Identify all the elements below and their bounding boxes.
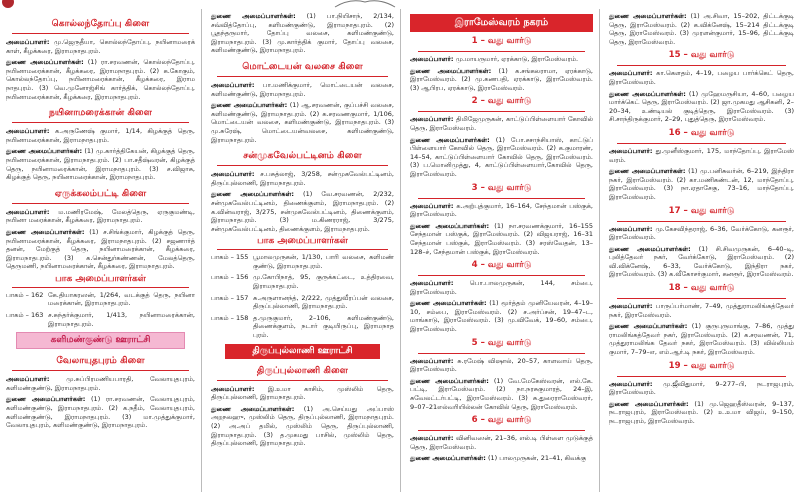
organizer-entry: அமைப்பாளர்: கா.கௌதம், 4–19, பழைய பார்க்கெட் தெரு, இராமேஸ்வரம்.: [609, 69, 794, 86]
section-heading: ஏருக்கலம்பட்டி கிளை: [12, 185, 189, 204]
organizer-entry: அமைப்பாளர்: ச.பசுத்லாஜ், 3/258, சன்முகவேல்பட்டினம், திருப்புல்லாணி, இராமநாதபுரம்.: [211, 170, 394, 187]
organizer-entry: அமைப்பாளர்: பா.மணிக்குமார், மொட்டையன் வலசை, களிமண்குண்டு, இராமநாதபுரம்.: [211, 80, 394, 98]
ward-heading: 15 – வது வார்டு: [668, 50, 735, 61]
ward-heading: 17 – வது வார்டு: [668, 205, 735, 216]
organizer-entry: அமைப்பாளர்: ம.மணிரமேஷ், மேலத்தெரு, ஏருகுமண்டி, நயினா மரைக்கான், கீழக்கரை, இராமநாதபுரம்.: [6, 207, 195, 225]
ward-heading: 1 – வது வார்டு: [471, 36, 532, 46]
column-2: [205, 9, 401, 492]
section-heading: சன்முகவேல்பட்டினம் கிளை: [217, 147, 388, 166]
column-1: [0, 9, 202, 492]
panchayat-heading: களிமண்குண்டு ஊராட்சி: [16, 332, 185, 349]
deputy-organizers-entry: துணை அமைப்பாளர்கள்: (1) ரா.சரவணன், கொல்லந்தோப்பு, நயினாமரைக்கான், கீழக்கரை, இராமநாதபுரம். (2) க.கோகும், கொல்லந்தோப்பு, நயினாமரைக்கான், கீழக்கரை, இராம நாதபுரம். (3) வெ.முனோஜ்சிங் கார்த்திக், கொல்லந்தோப்பு, நயினாமரைக்கான், கீழக்கரை, இராமநாதபுரம்.: [6, 58, 195, 101]
booth-organizers-heading: பாக அமைப்பாளர்கள்: [217, 236, 388, 250]
deputy-organizers-entry: துணை அமைப்பாளர்கள்: (1) க.சங்கலராமா, ஏரக்காடு, இராமேஸ்வரம். (2) மு.கணபதி, ஏரக்காடு, இராமேஸ்வரம். (3) ஆபிரப, ஏரக்காடு, இராமேஸ்வரம்.: [410, 66, 593, 92]
section-heading: திருப்புல்லாணி கிளை: [217, 362, 388, 381]
column-4: [603, 9, 800, 492]
deputy-organizers-entry: துணை அமைப்பாளர்கள்: (1) வே.மேகேஸ்வரன், எல்.கே. பட்டி, இராமேஸ்வரம். (2) நா.நரசுகுமாரத், 24–இ, சுவேலட்டர்பட்டி, இராமேஸ்வரம். (3) சு.துரைராமேஸ்வரர், 9–07–21எல்வரியில்லன் கோவில் தெரு, இராமேஸ்வரம்.: [410, 376, 593, 411]
masthead-ornament-icon: [330, 0, 400, 8]
deputy-organizers-entry: துணை அமைப்பாளர்கள்: (1) சி.சிவமுருகன், 6–40–டி, புலித்தேவர் நகர், வேர்க்கோடு, இராமேஸ்வரம். (2) வி.விக்னேஷ், 6–33, வேர்க்கோடு, இந்திரா நகர், இராமேஸ்வரம். (3) க.வீகோசர்குமார், கனரூர், இராமேஸ்வரம்.: [609, 244, 794, 279]
column-3: [404, 9, 600, 492]
organizer-entry: அமைப்பாளர்: வினிவஸன், 21–36, எல்.டி பிள்ளை முடுக்குத் தெரு, இராமேஸ்வரம்.: [410, 434, 593, 451]
deputy-organizers-entry: துணை அமைப்பாளர்கள்: (1) மூர்த்தம் முனியேவரன், 4–19–10, சம்பை, இராமேஸ்வரம். (2) ச.அர்ப்சன், 19–47–ட, மாங்காடு, இராமேஸ்வரம். (3) மு.விவேக், 19–60, சம்பை, இராமேஸ்வரம்.: [410, 299, 593, 334]
organizer-entry: அமைப்பாளர்: மு.சுப்பிரமணியபாரதி, வேலாயுதபுரம், களிமண்குண்டு, இராமநாதபுரம்.: [6, 375, 195, 392]
section-heading: மொட்டையன் வலசை கிளை: [217, 58, 388, 77]
booth-organizers-heading: பாக அமைப்பாளர்கள்: [12, 274, 189, 288]
deputy-organizers-entry: துணை அமைப்பாளர்கள்: (1) பா.நியிசாந், 2/134, சவ்வித்தோப்பு, களிமண்குண்டு, இராமநாதபுரம். (2) பூதந்தருமார், தோப்பு வலசை, களிமண்குண்டு, இராமநாதபுரம். (3) மு.கார்த்திக் குமார், தோப்பு வலசை, களிமண்குண்டு, இராமநாதபுரம்.: [211, 12, 394, 55]
deputy-organizers-entry: துணை அமைப்பாளர்கள்: (1) நா.சரவணக்குமார், 16–155 சேந்தமான் பஸ்குக், இராமேஸ்வரம். (2) விஜயராஜ், 16–31 சேந்தமான் பஸ்குக், இராமேஸ்வரம். (3) சரஸ்வேதன், 13–128–ச், சேந்தமான் பஸ்குக், இராமேஸ்வரம்.: [410, 221, 593, 256]
organizer-entry: அமைப்பாளர்: மு.ஜீவிதுமார், 9–277–பி, நடராஜபுரம், இராமேஸ்வரம்.: [609, 379, 794, 397]
ward-heading: 6 – வது வார்டு: [471, 415, 532, 426]
section-heading: நயினாமரைக்கான் கிளை: [12, 104, 189, 123]
ward-heading: 5 – வது வார்டு: [471, 337, 532, 348]
organizer-entry: அமைப்பாளர்: மு.கேசவிந்தராஜ், 6–36, வேர்க்கோடு, கனரூர், இராமேஸ்வரம்.: [609, 224, 794, 242]
panchayat-heading: திருப்புல்லாணி ஊராட்சி: [225, 344, 380, 359]
party-logo-icon: [2, 0, 14, 8]
deputy-organizers-entry: துணை அமைப்பாளர்கள்: (1) மு.ஜெஹதீஸ்வரன், 9–137, நடராஜபுரம், இராமேஸ்வரம். (2) உ.உமா விஜய், 9–150, நடராஜபுரம், இராமேஸ்வரம்.: [609, 399, 794, 425]
section-heading: வேலாயுதபுரம் கிளை: [12, 352, 189, 371]
deputy-organizers-entry: துணை அமைப்பாளர்கள்: (1) ரா.சரவணன், வேலாயுதபுரம், களிமண்குண்டு, இராமநாதபுரம். (2) க.நதீம், வேலாயுதபுரம், களிமண்குண்டு, இராமநாதபுரம். (3) மா.முத்துக்குமார், வேலாயுதபுரம், களிமண்குண்டு, இராமநாதபுரம்.: [6, 395, 195, 430]
deputy-organizers-entry: துணை அமைப்பாளர்கள்: (1) ஆ.சரவணன், குப்பச்சி வலசை, களிமண்குண்டு, இராமநாதபுரம். (2) க.சரவணகுமார், 1/106, மொட்டையன் வலசை, களிமண்குண்டு, இராமநாதபுரம். (3) மு.சுரேஷ், மொட்டையன்வலசை, களிமண்குண்டு, இராமநாதபுரம்.: [211, 101, 394, 144]
ward-heading: 18 – வது வார்டு: [668, 283, 735, 294]
section-heading: கொல்லந்தோப்பு கிளை: [12, 15, 189, 34]
deputy-organizers-entry: துணை அமைப்பாளர்கள்: (1) குருபுருமாங்கு, 7–86, முத்து ராமலிங்கத்தேவர் நகர், இராமேஸ்வரம். (2) க.சரவணன், 71, முத்துராமலிங்க தேவர் நகர், இராமேஸ்வரம். (3) வில்லியம் குமார், 7–79–எ, எம்.ஆர்.டி நகர், இராமேஸ்வரம்.: [609, 322, 794, 357]
deputy-organizers-entry: துணை அமைப்பாளர்கள்: (1) அ.சிவா, 15–202, திட்டக்குடி தெரு, இராமேஸ்வரம். (2) க.விக்னேஷ், 15–214 திட்டக்குடி தெரு, இராமேஸ்வரம். (3) முரளன்குமார், 15–96, திட்டக்குடி தெரு, இராமேஸ்வரம்.: [609, 12, 794, 46]
ward-heading: 16 – வது வார்டு: [668, 127, 735, 138]
organizer-entry: அமைப்பாளர்: க.அற்புத்குமார், 16–164, சேந்தமான் பஸ்குக், இராமேஸ்வரம்.: [410, 201, 593, 219]
deputy-organizers-entry: துணை அமைப்பாளர்கள்: (1) மு.கார்த்திகேயன், கிழக்குத் தெரு, நயினாமரைக்கான், இராமநாதபுரம். (2) பா.சதீஷ்வரன், கிழக்குத் தெரு, நயினாமரைக்கான், இராமநாதபுரம். (3) ச.விஜாசு, கிழக்குத் தெரு, நயினாமரைக்கான், இராமநாதபுரம்.: [6, 147, 195, 182]
deputy-organizers-entry: துணை அமைப்பாளர்கள்: (1) மு.பனிசுவர்ன், 6–219, இந்திரா நகர், இராமேஸ்வரம். (2) கா.மணிகண்டன், 12, மாந்தோப்பு, இராமேஸ்வரம். (3) நா.ஏதாசேகு, 73–16, மாந்தோப்பு, இராமேஸ்வரம்.: [609, 167, 794, 201]
organizer-entry: அமைப்பாளர்: பொ.பாலமுருகன், 144, சம்பை, இராமேஸ்வரம்.: [410, 279, 593, 296]
deputy-organizers-entry: துணை அமைப்பாளர்கள்: (1) அ.செய்யது அப்பாஸ் அறநலஹு, முஸ்லிம் தெரு, திருப்புல்லாணி, இராமநாதபுரம். (2) அ.அப் தமில், முஸ்லிம் தெரு, திருப்புல்லாணி, இராமநாதபுரம். (3) த.முகமது பாசில், முஸ்லிம் தெரு, திருப்புல்லாணி, இராமநாதபுரம்.: [211, 404, 394, 448]
deputy-organizers-entry: துணை அமைப்பாளர்கள்: (1) முஹேமருசியா, 4–60, பழைய மார்க்கெட் தெரு, இராமேஸ்வரம். (2) ஜா.முகமது ஆசிகனி, 2–20–34, உண்டியல் குடித்தெரு, இராமேஸ்வரம். (3) சி.சாந்திருக்குமார், 2–29, புதுத்தெரு, இராமேஸ்வரம்.: [609, 89, 794, 124]
booth-entry: பாகம் – 158 த.முருகுமார், 2–106, களிமண்குண்டு, திணைக்குளம், நடார் குடியிருப்பு, இராமநாத புரம்.: [211, 313, 394, 340]
ward-heading: 3 – வது வார்டு: [471, 182, 532, 193]
town-banner: இராமேஸ்வரம் நகரம்: [410, 14, 593, 32]
booth-entry: பாகம் – 163 ச.சுந்தர்க்குமார், 1/413, நயினாமரைக்கான், இராமநாதபுரம்.: [6, 311, 195, 328]
organizer-entry: அமைப்பாளர்: மு.ஜெருதீயா, கொல்லந்தோப்பு, நயினாமரைக் காள், கீழக்கரை, இராமநாதபுரம்.: [6, 38, 195, 55]
deputy-organizers-entry: துணை அமைப்பாளர்கள்: (1) ச.சிங்க்குமார், கிழக்குத் தெரு, நயினாமரைக்கான், கீழக்கரை, இராமநாதபுரம். (2) சஜணார்த் தனன், மேற்குத் தெரு, நயினாமரைக்கான், கீழக்கரை, இராமநாதபுரம். (3) க.சென்துர்கண்ணன், மேலத்தெரு, தெருமணி, நயினாமரைக்கான், கீழக்கரை, இராமநாதபுரம்.: [6, 227, 195, 271]
ward-heading: 2 – வது வார்டு: [471, 96, 532, 107]
deputy-organizers-entry: துணை அமைப்பாளர்கள்: (1) போ.சசாந்சியாஸ், காட்டுப் பிள்ளையார் கோவில் தெரு, இராமேஸ்வரம். (2) க.குமாரண், 14–54, காட்டுப்பிள்ளையார் கோவில் தெரு, இராமேஸ்வரம். (3) ப.மொனிமுத்து, 4, காட்டுப்பிள்ளையார்,கோவில் தெரு, இராமேஸ்வரம்.: [410, 135, 593, 178]
ward-heading: 19 – வது வார்டு: [668, 360, 735, 371]
booth-entry: பாகம் – 162 கே.தியாகரஸன், 1/264, வடக்குத் தெரு, நயினா மரைக்கான், இராமநாதபுரம்.: [6, 290, 195, 308]
deputy-organizers-entry: துணை அமைப்பாளர்கள்: (1) பாலமுருகன், 21–41, கிவக்கு: [410, 454, 587, 463]
deputy-organizers-entry: துணை அமைப்பாளர்கள்: (1) வே.சரவணன், 2/232, சன்முகவேல்பட்டினம், திணைக்குளம், இராமநாதபுரம். (2) க.வின்வராஜ், 3/275, சன்முகவேல்பட்டினம், திணைக்குளம், இராமநாதபுரம். (3) ம.கிணரராஜ், 3/275, சன்முகவேல்பட்டினம், திணைக்குளம், இராமநாதபுரம்.: [211, 190, 394, 233]
booth-entry: பாகம் – 156 மு.கோபிநாத், 95, குருக்கட்டை, உத்திரவை, இராமநாதபுரம்.: [211, 273, 394, 291]
organizer-entry: அமைப்பாளர்: மு.மாயருமார், ஏரக்காடு, இராமேஸ்வரம்.: [410, 55, 579, 63]
organizer-entry: அமைப்பாளர்: து.முனீஸ்குமார், 175, மாந்தோப்பு, இராமேஸ் வரம்.: [609, 146, 794, 164]
organizer-entry: அமைப்பாளர்: இ.உமா காசிம், முஸ்லிம் தெரு, திருப்புல்லாணி, இராமநாதபுரம்.: [211, 384, 394, 402]
organizer-entry: அமைப்பாளர்: சு.ரமேஷ் விஷால், 20–57, காளவாய் தெரு, இராமேஸ்வரம்.: [410, 356, 593, 374]
organizer-entry: அமைப்பாளர்: திமிஜேமுருகன், காட்டுப்பிள்ளையார் கோவில் தெரு, இராமேஸ்வரம்.: [410, 115, 593, 132]
ward-heading: 4 – வது வார்டு: [471, 260, 532, 271]
page-top-strip: [0, 0, 800, 9]
organizer-entry: அமைப்பாளர்: க.அருணேஷ் குமார், 1/14, கிழக்குத் தெரு, நயினாமரைக்கான், இராமநாதபுரம்.: [6, 127, 195, 144]
booth-entry: பாகம் – 157 சு.அருளானந்த், 2/222, முத்துவீரப்பன் வலசை, திருப்புல்லாணி, இராமநாதபுரம்.: [211, 293, 394, 311]
organizer-entry: அமைப்பாளர்: பாருப்பர்மாண், 7–49, முத்துராமலிங்கத்தேவர் நகர், இராமேஸ்வரம்.: [609, 302, 794, 319]
booth-entry: பாகம் – 155 பூமாலமுருகன், 1/130, பாரி வலசை, களிமண் குண்டு, இராமநாதபுரம்.: [211, 253, 394, 270]
